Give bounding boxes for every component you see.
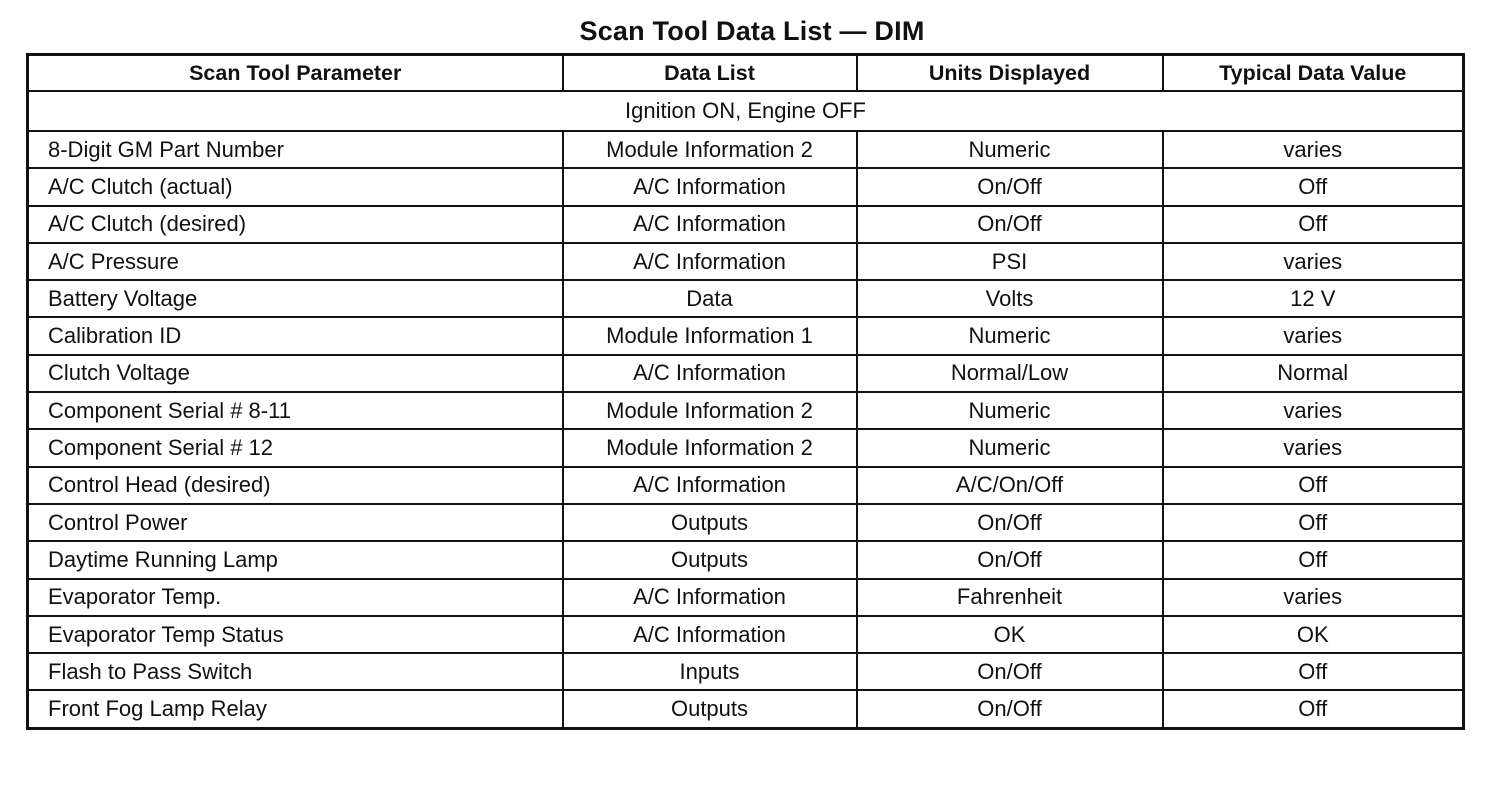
column-header-data-list: Data List (563, 55, 857, 92)
table-row (28, 541, 1464, 578)
data-list-cell: Module Information 2 (563, 392, 857, 429)
units-cell: On/Off (857, 504, 1163, 541)
table-row (28, 504, 1464, 541)
typical-value-cell: varies (1163, 392, 1464, 429)
section-label: Ignition ON, Engine OFF (28, 91, 1464, 131)
units-cell: Numeric (857, 392, 1163, 429)
data-list-cell: A/C Information (563, 579, 857, 616)
header-row (28, 55, 1464, 92)
units-cell: On/Off (857, 653, 1163, 690)
table-row (28, 206, 1464, 243)
units-cell: OK (857, 616, 1163, 653)
parameter-cell: Front Fog Lamp Relay (28, 690, 563, 728)
table-row (28, 317, 1464, 354)
parameter-cell: Flash to Pass Switch (28, 653, 563, 690)
section-row (28, 91, 1464, 131)
units-cell: PSI (857, 243, 1163, 280)
typical-value-cell: Off (1163, 504, 1464, 541)
parameter-cell: Evaporator Temp Status (28, 616, 563, 653)
table-row (28, 355, 1464, 392)
data-list-cell: Inputs (563, 653, 857, 690)
parameter-cell: Evaporator Temp. (28, 579, 563, 616)
data-list-cell: Outputs (563, 504, 857, 541)
table-row (28, 653, 1464, 690)
typical-value-cell: Off (1163, 653, 1464, 690)
table-row (28, 579, 1464, 616)
data-list-cell: A/C Information (563, 616, 857, 653)
data-list-cell: Module Information 1 (563, 317, 857, 354)
data-list-cell: A/C Information (563, 168, 857, 205)
table-row (28, 168, 1464, 205)
table-row (28, 392, 1464, 429)
parameter-cell: Component Serial # 12 (28, 429, 563, 466)
typical-value-cell: OK (1163, 616, 1464, 653)
parameter-cell: Daytime Running Lamp (28, 541, 563, 578)
typical-value-cell: varies (1163, 131, 1464, 168)
units-cell: Fahrenheit (857, 579, 1163, 616)
data-list-cell: Outputs (563, 541, 857, 578)
table-row (28, 131, 1464, 168)
table-row (28, 690, 1464, 728)
table-row (28, 467, 1464, 504)
parameter-cell: A/C Pressure (28, 243, 563, 280)
units-cell: On/Off (857, 168, 1163, 205)
data-list-cell: Module Information 2 (563, 131, 857, 168)
units-cell: Numeric (857, 131, 1163, 168)
table-row (28, 429, 1464, 466)
typical-value-cell: varies (1163, 317, 1464, 354)
data-list-cell: A/C Information (563, 206, 857, 243)
parameter-cell: A/C Clutch (actual) (28, 168, 563, 205)
units-cell: Volts (857, 280, 1163, 317)
data-list-cell: A/C Information (563, 243, 857, 280)
parameter-cell: Clutch Voltage (28, 355, 563, 392)
parameter-cell: Battery Voltage (28, 280, 563, 317)
table-row (28, 280, 1464, 317)
data-list-cell: A/C Information (563, 467, 857, 504)
column-header-units: Units Displayed (857, 55, 1163, 92)
parameter-cell: 8-Digit GM Part Number (28, 131, 563, 168)
parameter-cell: Control Head (desired) (28, 467, 563, 504)
typical-value-cell: Off (1163, 206, 1464, 243)
table-row (28, 243, 1464, 280)
page-title: Scan Tool Data List — DIM (579, 16, 925, 46)
units-cell: On/Off (857, 206, 1163, 243)
typical-value-cell: varies (1163, 243, 1464, 280)
typical-value-cell: 12 V (1163, 280, 1464, 317)
typical-value-cell: Off (1163, 690, 1464, 728)
table-row (28, 616, 1464, 653)
column-header-parameter: Scan Tool Parameter (28, 55, 563, 92)
units-cell: Normal/Low (857, 355, 1163, 392)
data-list-cell: Outputs (563, 690, 857, 728)
units-cell: Numeric (857, 429, 1163, 466)
data-list-cell: Module Information 2 (563, 429, 857, 466)
units-cell: On/Off (857, 690, 1163, 728)
scan-tool-data-table (26, 53, 1465, 730)
typical-value-cell: varies (1163, 429, 1464, 466)
column-header-typical-value: Typical Data Value (1163, 55, 1464, 92)
parameter-cell: Control Power (28, 504, 563, 541)
parameter-cell: Component Serial # 8-11 (28, 392, 563, 429)
units-cell: A/C/On/Off (857, 467, 1163, 504)
typical-value-cell: Off (1163, 541, 1464, 578)
typical-value-cell: Off (1163, 467, 1464, 504)
typical-value-cell: varies (1163, 579, 1464, 616)
parameter-cell: Calibration ID (28, 317, 563, 354)
units-cell: On/Off (857, 541, 1163, 578)
data-list-cell: Data (563, 280, 857, 317)
parameter-cell: A/C Clutch (desired) (28, 206, 563, 243)
units-cell: Numeric (857, 317, 1163, 354)
typical-value-cell: Off (1163, 168, 1464, 205)
data-list-cell: A/C Information (563, 355, 857, 392)
typical-value-cell: Normal (1163, 355, 1464, 392)
